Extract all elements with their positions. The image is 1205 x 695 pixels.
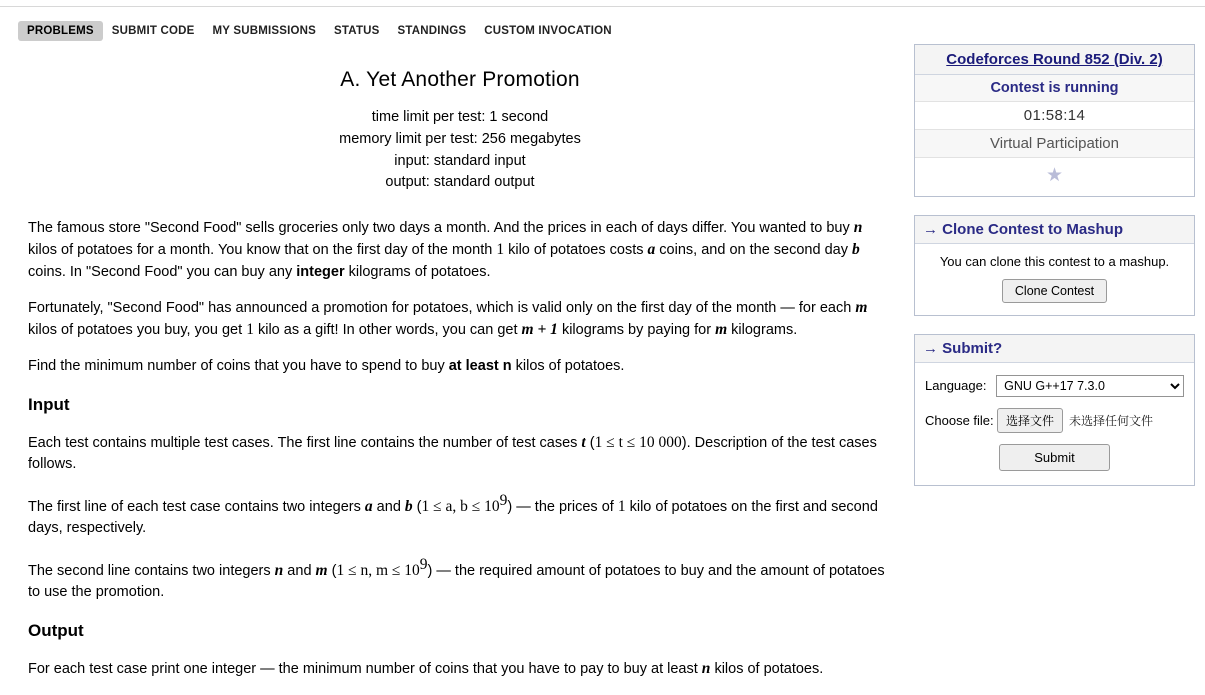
contest-nav <box>18 21 621 41</box>
file-label: Choose file: <box>925 412 994 428</box>
favourite-row <box>915 158 1194 196</box>
output-heading: Output <box>28 620 84 640</box>
clone-contest-description: You can clone this contest to a mashup. <box>939 254 1170 269</box>
contest-box <box>914 44 1195 197</box>
contest-countdown: 01:58:14 <box>915 102 1194 130</box>
input-paragraph-3: The second line contains two integers n and m (1 ≤ n, $m \le 10^9$) — the required amount of potatoes to buy and the amount of potatoes to use the promotion. <box>28 555 885 600</box>
nav-item-standings[interactable]: STANDINGS <box>397 25 467 37</box>
paragraph-1: The famous store "Second Food" sells groceries only two days a month. And the prices in each of days differ. You wanted to buy n kilos of potatoes for a month. You know that on the first day of the month 1 kilo of potatoes costs a coins, and on the second day b coins. In "Second Food" you can buy any integer kilograms of potatoes. <box>28 218 863 280</box>
nav-item-problems[interactable]: PROBLEMS <box>18 21 103 41</box>
output-section <box>28 658 892 680</box>
language-select[interactable] <box>996 375 1184 397</box>
submit-box <box>914 334 1195 486</box>
clone-contest-heading[interactable]: → Clone Contest to Mashup <box>915 216 1194 244</box>
choose-file-button[interactable]: 选择文件 <box>997 408 1063 433</box>
paragraph-2: Fortunately, "Second Food" has announced a promotion for potatoes, which is valid only on the first day of the month — for each m kilos of potatoes you buy, you get 1 kilo as a gift! In other words, you can get m + 1 kilograms by paying for m kilograms. <box>28 298 868 339</box>
memory-limit: memory limit per test: 256 megabytes <box>339 131 581 148</box>
submit-form <box>915 363 1194 485</box>
problem-title: A. Yet Another Promotion <box>340 68 580 91</box>
star-icon[interactable]: ★ <box>1045 165 1064 186</box>
time-limit: time limit per test: 1 second <box>371 109 549 126</box>
input-heading: Input <box>28 394 70 414</box>
virtual-participation-link[interactable]: Virtual Participation <box>915 130 1194 158</box>
nav-item-submit-code[interactable]: SUBMIT CODE <box>111 25 195 37</box>
submit-heading[interactable]: → Submit? <box>915 335 1194 363</box>
input-source: input: standard input <box>394 152 526 169</box>
contest-status: Contest is running <box>915 75 1194 102</box>
file-row <box>925 408 1184 433</box>
nav-item-custom-invocation[interactable]: CUSTOM INVOCATION <box>484 25 612 37</box>
paragraph-3: Find the minimum number of coins that you have to spend to buy at least n kilos of potatoes. <box>28 357 625 374</box>
language-label: Language: <box>925 378 987 394</box>
top-divider <box>0 6 1205 7</box>
problem-limits <box>28 107 892 192</box>
submit-button[interactable]: Submit <box>999 444 1109 471</box>
language-row <box>925 375 1184 397</box>
output-paragraph-1: For each test case print one integer — the minimum number of coins that you have to pay to buy at least n kilos of potatoes. <box>28 660 824 678</box>
sidebar <box>914 44 1195 504</box>
output-source: output: standard output <box>385 174 535 191</box>
problem-statement <box>28 52 892 695</box>
input-paragraph-2: The first line of each test case contains two integers a and b (1 ≤ a, $b \le 10^9$) — the prices of 1 kilo of potatoes on the first and second days, respectively. <box>28 491 878 537</box>
contest-title-link[interactable]: Codeforces Round 852 (Div. 2) <box>946 51 1163 68</box>
contest-title <box>915 45 1194 75</box>
submit-button-row <box>925 444 1184 471</box>
input-paragraph-1: Each test contains multiple test cases. The first line contains the number of test cases t (1 ≤ t ≤ 10 000). Description of the test cases follows. <box>28 433 877 473</box>
nav-item-status[interactable]: STATUS <box>334 25 380 37</box>
clone-contest-body <box>915 244 1194 315</box>
problem-body <box>28 217 892 377</box>
clone-contest-button[interactable]: Clone Contest <box>1002 279 1107 303</box>
file-status-text: 未选择任何文件 <box>1069 414 1154 428</box>
input-section <box>28 432 892 603</box>
clone-contest-box <box>914 215 1195 316</box>
nav-item-my-submissions[interactable]: MY SUBMISSIONS <box>212 25 317 37</box>
